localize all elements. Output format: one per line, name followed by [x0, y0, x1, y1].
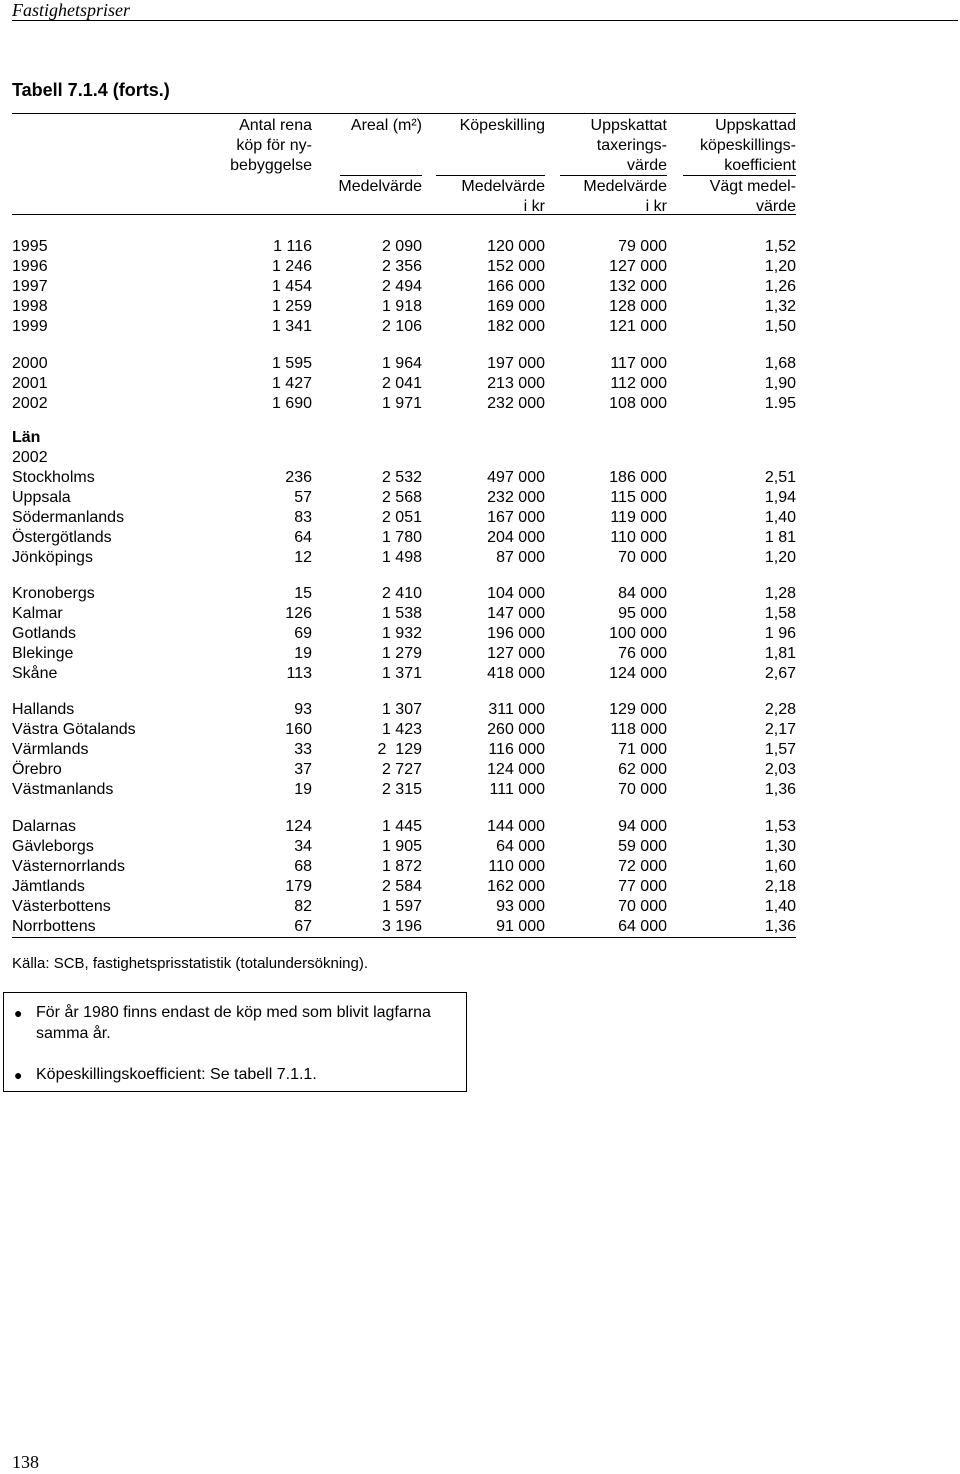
cell-koefficient: 1,90 [764, 375, 796, 392]
subheader-areal: Medelvärde [338, 178, 422, 195]
cell-antal: 1 116 [273, 238, 312, 255]
cell-label: Dalarnas [12, 818, 77, 835]
header-areal: Areal (m²) [350, 117, 422, 134]
cell-taxeringsvarde: 127 000 [609, 258, 667, 275]
cell-label: Södermanlands [12, 509, 125, 526]
cell-areal: 1 964 [381, 355, 422, 372]
cell-antal: 1 427 [271, 375, 312, 392]
cell-koefficient: 2,18 [764, 878, 796, 895]
cell-areal: 1 538 [381, 605, 422, 622]
table-row [12, 700, 802, 720]
cell-areal: 2 041 [381, 375, 422, 392]
cell-koefficient: 1,68 [764, 355, 796, 372]
cell-kopeskilling: 497 000 [487, 469, 545, 486]
cell-kopeskilling: 87 000 [496, 549, 545, 566]
source-note: Källa: SCB, fastighetsprisstatistik (totalundersökning). [12, 955, 368, 972]
cell-label: Blekinge [12, 645, 74, 662]
table-row [12, 897, 802, 917]
cell-kopeskilling: 110 000 [488, 858, 545, 875]
cell-kopeskilling: 232 000 [487, 489, 545, 506]
cell-taxeringsvarde: 76 000 [618, 645, 667, 662]
table-row [12, 624, 802, 644]
cell-taxeringsvarde: 132 000 [609, 278, 667, 295]
cell-areal: 2 410 [381, 585, 422, 602]
table-title: Tabell 7.1.4 (forts.) [12, 80, 170, 100]
cell-koefficient: 2,67 [764, 665, 796, 682]
cell-taxeringsvarde: 79 000 [618, 238, 667, 255]
cell-areal: 1 498 [381, 549, 422, 566]
cell-kopeskilling: 64 000 [496, 838, 545, 855]
cell-koefficient: 1.95 [764, 395, 796, 412]
lan-heading-text: Län [12, 429, 41, 446]
cell-taxeringsvarde: 71 000 [618, 741, 667, 758]
cell-koefficient: 2,28 [764, 701, 796, 718]
cell-taxeringsvarde: 70 000 [618, 898, 667, 915]
cell-label: Jämtlands [12, 878, 85, 895]
table-row [12, 877, 802, 897]
cell-koefficient: 1,53 [764, 818, 796, 835]
cell-taxeringsvarde: 94 000 [618, 818, 667, 835]
cell-taxeringsvarde: 112 000 [610, 375, 667, 392]
cell-label: Jönköpings [12, 549, 93, 566]
cell-koefficient: 1,36 [764, 781, 796, 798]
cell-taxeringsvarde: 115 000 [610, 489, 667, 506]
table-row [12, 297, 802, 317]
cell-antal: 126 [285, 605, 312, 622]
lan-year [12, 448, 802, 468]
note-1: För år 1980 finns endast de köp med som blivit lagfarna samma år. [36, 1004, 431, 1042]
cell-areal: 1 780 [381, 529, 422, 546]
header-koefficient: Uppskattad köpeskillings- koefficient [699, 117, 796, 174]
cell-areal: 3 196 [381, 918, 422, 935]
table-row [12, 317, 802, 337]
table-row [12, 237, 802, 257]
cell-koefficient: 1,81 [764, 645, 796, 662]
cell-antal: 1 246 [271, 258, 312, 275]
cell-areal: 2 356 [381, 258, 422, 275]
table-row [12, 374, 802, 394]
header-rule-areal [340, 175, 422, 176]
table-row [12, 760, 802, 780]
cell-kopeskilling: 152 000 [487, 258, 545, 275]
table-header-bottom-rule [12, 214, 796, 215]
cell-koefficient: 1,28 [764, 585, 796, 602]
cell-koefficient: 1 96 [764, 625, 796, 642]
cell-label: Gotlands [12, 625, 77, 642]
cell-kopeskilling: 127 000 [487, 645, 545, 662]
cell-label: Hallands [12, 701, 75, 718]
cell-kopeskilling: 93 000 [496, 898, 545, 915]
cell-label: Norrbottens [12, 918, 96, 935]
table-row [12, 720, 802, 740]
cell-koefficient: 2,51 [764, 469, 796, 486]
cell-areal: 2 315 [381, 781, 422, 798]
cell-label: 1996 [12, 258, 48, 275]
subheader-koefficient: Vägt medel- värde [709, 178, 796, 215]
header-rule-kopeskilling [436, 175, 545, 176]
table-row [12, 548, 802, 568]
cell-antal: 1 341 [271, 318, 312, 335]
cell-label: 2002 [12, 395, 48, 412]
table-row [12, 468, 802, 488]
header-rule-taxering [560, 175, 667, 176]
cell-label: Kronobergs [12, 585, 95, 602]
cell-antal: 83 [294, 509, 312, 526]
cell-areal: 1 279 [381, 645, 422, 662]
cell-areal: 2 568 [381, 489, 422, 506]
cell-areal: 2 051 [381, 509, 422, 526]
cell-taxeringsvarde: 108 000 [609, 395, 667, 412]
cell-taxeringsvarde: 129 000 [609, 701, 667, 718]
cell-label: 1999 [12, 318, 48, 335]
cell-koefficient: 1,20 [764, 258, 796, 275]
cell-label: Värmlands [12, 741, 89, 758]
cell-antal: 1 259 [271, 298, 312, 315]
cell-koefficient: 1,26 [764, 278, 796, 295]
cell-antal: 64 [294, 529, 312, 546]
cell-areal: 1 872 [381, 858, 422, 875]
cell-taxeringsvarde: 84 000 [618, 585, 667, 602]
cell-areal: 2 532 [381, 469, 422, 486]
cell-koefficient: 1,32 [764, 298, 796, 315]
cell-taxeringsvarde: 70 000 [618, 781, 667, 798]
table-row [12, 584, 802, 604]
table-row [12, 917, 802, 937]
cell-antal: 37 [294, 761, 312, 778]
cell-koefficient: 1,50 [764, 318, 796, 335]
table-row [12, 488, 802, 508]
cell-label: Örebro [12, 761, 62, 778]
table-row [12, 394, 802, 414]
cell-antal: 67 [294, 918, 312, 935]
cell-taxeringsvarde: 72 000 [618, 858, 667, 875]
cell-koefficient: 1,58 [764, 605, 796, 622]
cell-antal: 124 [285, 818, 312, 835]
cell-taxeringsvarde: 186 000 [609, 469, 667, 486]
cell-kopeskilling: 418 000 [487, 665, 545, 682]
lan-heading [12, 428, 802, 448]
table-row [12, 644, 802, 664]
bullet-icon: ● [14, 1005, 23, 1021]
cell-taxeringsvarde: 110 000 [610, 529, 667, 546]
header-rule [12, 20, 958, 21]
cell-label: 1997 [12, 278, 48, 295]
page-number: 138 [12, 1452, 39, 1472]
cell-antal: 68 [294, 858, 312, 875]
cell-areal: 2 584 [381, 878, 422, 895]
table-row [12, 257, 802, 277]
cell-antal: 34 [294, 838, 312, 855]
cell-antal: 1 454 [271, 278, 312, 295]
cell-kopeskilling: 120 000 [487, 238, 545, 255]
cell-kopeskilling: 232 000 [487, 395, 545, 412]
cell-koefficient: 1,40 [764, 509, 796, 526]
header-antal: Antal rena köp för ny- bebyggelse [230, 117, 312, 174]
note-2: Köpeskillingskoefficient: Se tabell 7.1.1. [36, 1066, 317, 1083]
cell-taxeringsvarde: 117 000 [610, 355, 667, 372]
cell-koefficient: 2,03 [764, 761, 796, 778]
cell-areal: 2 090 [381, 238, 422, 255]
cell-label: 1998 [12, 298, 48, 315]
cell-antal: 12 [294, 549, 312, 566]
table-row [12, 780, 802, 800]
table-row [12, 740, 802, 760]
cell-kopeskilling: 311 000 [488, 701, 545, 718]
table-row [12, 817, 802, 837]
table-row [12, 604, 802, 624]
table-row [12, 857, 802, 877]
cell-label: 2001 [12, 375, 48, 392]
cell-antal: 160 [285, 721, 312, 738]
cell-areal: 1 423 [381, 721, 422, 738]
cell-antal: 15 [294, 585, 312, 602]
cell-label: Västmanlands [12, 781, 114, 798]
cell-areal: 1 918 [381, 298, 422, 315]
table-row [12, 528, 802, 548]
cell-areal: 1 597 [381, 898, 422, 915]
cell-label: Kalmar [12, 605, 63, 622]
cell-antal: 57 [294, 489, 312, 506]
cell-areal: 2 727 [381, 761, 422, 778]
cell-kopeskilling: 124 000 [487, 761, 545, 778]
cell-kopeskilling: 169 000 [487, 298, 545, 315]
cell-taxeringsvarde: 119 000 [610, 509, 667, 526]
table-row [12, 354, 802, 374]
cell-koefficient: 1 81 [764, 529, 796, 546]
cell-taxeringsvarde: 124 000 [609, 665, 667, 682]
cell-taxeringsvarde: 70 000 [618, 549, 667, 566]
cell-areal: 1 307 [381, 701, 422, 718]
cell-antal: 19 [294, 645, 312, 662]
bullet-icon: ● [14, 1067, 23, 1083]
cell-taxeringsvarde: 95 000 [618, 605, 667, 622]
cell-koefficient: 1,57 [764, 741, 796, 758]
header-kopeskilling: Köpeskilling [459, 117, 545, 134]
cell-taxeringsvarde: 59 000 [618, 838, 667, 855]
cell-koefficient: 1,20 [764, 549, 796, 566]
cell-label: Västra Götalands [12, 721, 136, 738]
cell-kopeskilling: 167 000 [487, 509, 545, 526]
cell-label: Stockholms [12, 469, 95, 486]
cell-antal: 69 [294, 625, 312, 642]
cell-antal: 1 690 [271, 395, 312, 412]
cell-areal: 2 129 [377, 741, 422, 758]
table-row [12, 837, 802, 857]
cell-kopeskilling: 196 000 [487, 625, 545, 642]
cell-kopeskilling: 147 000 [487, 605, 545, 622]
cell-koefficient: 1,30 [764, 838, 796, 855]
table-bottom-rule [12, 937, 796, 938]
cell-taxeringsvarde: 128 000 [609, 298, 667, 315]
cell-areal: 1 932 [381, 625, 422, 642]
cell-label: Gävleborgs [12, 838, 94, 855]
cell-koefficient: 1,94 [764, 489, 796, 506]
cell-label: Skåne [12, 665, 58, 682]
cell-kopeskilling: 111 000 [489, 781, 545, 798]
cell-kopeskilling: 162 000 [487, 878, 545, 895]
subheader-kopeskilling: Medelvärde i kr [461, 178, 545, 215]
header-rule-koefficient [683, 175, 796, 176]
cell-areal: 1 971 [381, 395, 422, 412]
cell-label: Uppsala [12, 489, 71, 506]
cell-label: Östergötlands [12, 529, 112, 546]
cell-label: 2000 [12, 355, 48, 372]
cell-areal: 1 445 [381, 818, 422, 835]
cell-taxeringsvarde: 118 000 [610, 721, 667, 738]
cell-antal: 113 [286, 665, 312, 682]
cell-koefficient: 1,36 [764, 918, 796, 935]
running-header: Fastighetspriser [12, 0, 131, 20]
cell-taxeringsvarde: 77 000 [618, 878, 667, 895]
subheader-taxering: Medelvärde i kr [583, 178, 667, 215]
cell-kopeskilling: 182 000 [487, 318, 545, 335]
cell-kopeskilling: 91 000 [496, 918, 545, 935]
cell-label: Västernorrlands [12, 858, 125, 875]
cell-antal: 33 [294, 741, 312, 758]
cell-taxeringsvarde: 64 000 [618, 918, 667, 935]
cell-kopeskilling: 197 000 [487, 355, 545, 372]
cell-kopeskilling: 204 000 [487, 529, 545, 546]
cell-areal: 1 905 [381, 838, 422, 855]
cell-koefficient: 1,40 [764, 898, 796, 915]
cell-taxeringsvarde: 62 000 [618, 761, 667, 778]
cell-kopeskilling: 104 000 [487, 585, 545, 602]
cell-antal: 93 [294, 701, 312, 718]
cell-areal: 2 106 [381, 318, 422, 335]
cell-areal: 2 494 [381, 278, 422, 295]
cell-kopeskilling: 260 000 [487, 721, 545, 738]
cell-label: 1995 [12, 238, 48, 255]
table-top-rule [12, 113, 796, 114]
cell-koefficient: 1,60 [764, 858, 796, 875]
cell-areal: 1 371 [381, 665, 422, 682]
cell-taxeringsvarde: 121 000 [609, 318, 667, 335]
header-taxeringsvarde: Uppskattat taxerings- värde [590, 117, 667, 174]
cell-antal: 236 [285, 469, 312, 486]
lan-year-text: 2002 [12, 449, 48, 466]
table-row [12, 664, 802, 684]
cell-label: Västerbottens [12, 898, 111, 915]
cell-kopeskilling: 116 000 [488, 741, 545, 758]
cell-taxeringsvarde: 100 000 [609, 625, 667, 642]
cell-koefficient: 1,52 [764, 238, 796, 255]
cell-antal: 82 [294, 898, 312, 915]
cell-kopeskilling: 144 000 [487, 818, 545, 835]
cell-antal: 19 [294, 781, 312, 798]
cell-kopeskilling: 213 000 [487, 375, 545, 392]
cell-antal: 179 [285, 878, 312, 895]
cell-antal: 1 595 [271, 355, 312, 372]
notes-box [3, 992, 467, 1092]
cell-kopeskilling: 166 000 [487, 278, 545, 295]
table-row [12, 277, 802, 297]
cell-koefficient: 2,17 [764, 721, 796, 738]
table-row [12, 508, 802, 528]
